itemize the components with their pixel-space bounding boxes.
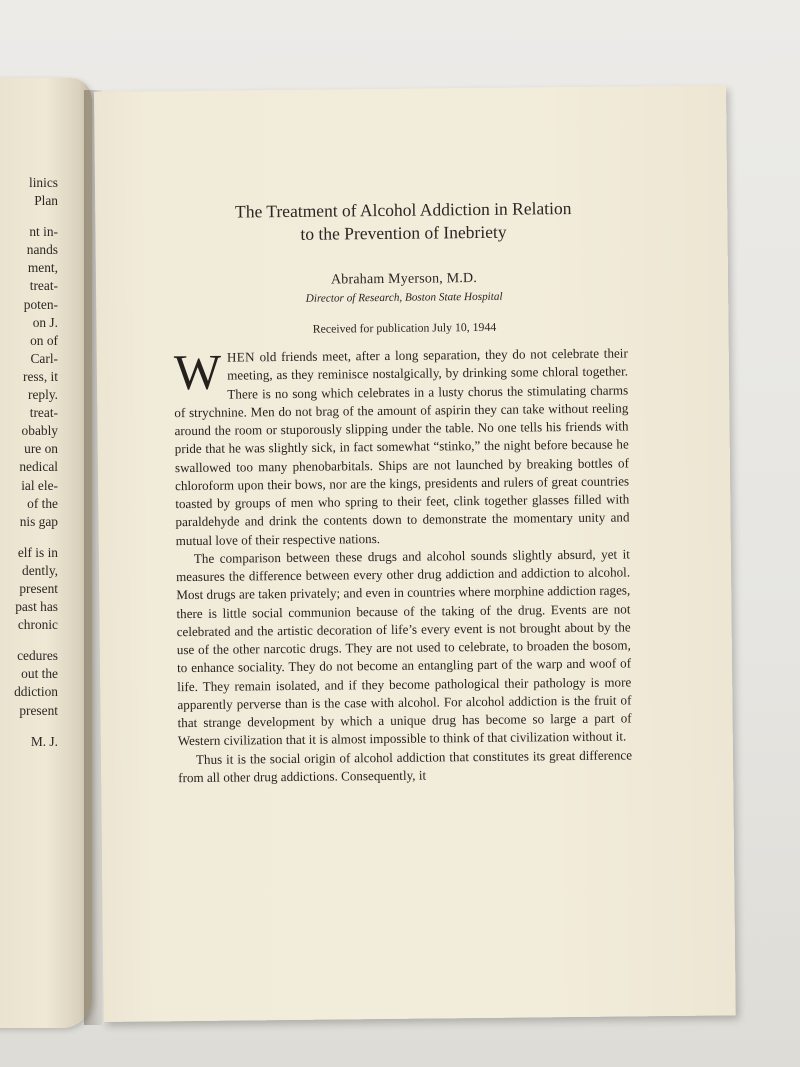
left-page-line: on of [30, 332, 58, 348]
left-page-line: M. J. [30, 733, 58, 749]
left-page-text [0, 174, 58, 751]
left-page-gap [0, 634, 58, 647]
title-line-2: to the Prevention of Inebriety [300, 221, 507, 244]
left-page-line: ial ele- [21, 477, 58, 493]
left-page-line: nands [26, 242, 58, 258]
left-page-line: linics [28, 175, 58, 190]
left-page-line: reply. [28, 387, 58, 403]
paragraph-1-text: old friends meet, after a long separation, they do not celebrate their meeting, as they reminisce nostalgically, by drinking some chloral together. There is no song which celebrates in a lusty chorus the stimulating charms of strychnine. Men do not brag of the amount of aspirin they can take without reeling around the room or stuporously slipping under the table. No one tells his friends with pride that he was slightly sick, in fact somewhat “stinko,” the night before because he swallowed too many phenobarbitals. Ships are not launched by breaking bottles of chloroform upon their bows, nor are the kings, presidents and rulers of great countries toasted by groups of men who spring to their feet, clink together glasses filled with paraldehyde and drink the contents down to demonstrate the momentary unity and mutual love of their respective nations. [174, 345, 630, 548]
paragraph-1-lead: HEN [226, 349, 255, 365]
left-page-line: nt in- [29, 224, 58, 240]
left-page-line: nedical [19, 459, 58, 475]
left-page-gap [0, 720, 58, 733]
article-body [174, 344, 633, 787]
paragraph-3: Thus it is the social origin of alcohol addiction that constitutes its great difference from all other drug addictions. Consequently, it [178, 746, 633, 785]
left-page-line: on J. [32, 314, 58, 330]
title-line-1: The Treatment of Alcohol Addiction in Relation [234, 198, 572, 222]
received-date: Received for publication July 10, 1944 [312, 319, 497, 336]
left-page-line: ress, it [23, 368, 58, 384]
left-page-line: Plan [34, 193, 58, 209]
left-page-line: Carl- [30, 350, 58, 366]
left-page-line: past has [15, 599, 58, 615]
left-page-gap [0, 210, 58, 223]
left-page-line: cedures [17, 648, 58, 664]
paragraph-1 [174, 344, 630, 549]
left-page-line: elf is in [17, 544, 58, 560]
left-page-line: treat- [29, 405, 58, 421]
left-page-line: ment, [27, 260, 58, 276]
left-page-line: chronic [17, 617, 58, 633]
left-page-line: ure on [24, 441, 58, 457]
paragraph-2: The comparison between these drugs and alcohol sounds slightly absurd, yet it measures the difference between every other drug addiction and addiction to alcohol. Most drugs are taken privately; and even in countries where morphine addiction rages, there is little social communion because of the taking of the drug. Events are not celebrated and the artistic decoration of life’s every event is not brought about by the use of the other narcotic drugs. They are not used to celebrate, to broaden the bosom, to enhance sociality. They do not become an entangling part of the warp and woof of life. They remain isolated, and if they become pathological their pathology is more apparently perverse than is the case with alcohol. For alcohol addiction is the fruit of that strange development by which a unique drug has become so large a part of Western civilization that it is almost impossible to think of that civilization without it. [176, 546, 632, 749]
left-page-line: present [19, 580, 58, 596]
article-page [94, 85, 736, 1022]
left-facing-page [0, 78, 92, 1028]
left-page-line: out the [21, 666, 58, 682]
left-page-line: present [19, 702, 58, 718]
left-page-line: treat- [29, 278, 58, 294]
left-page-line: ddiction [14, 684, 58, 700]
left-page-line: poten- [23, 296, 58, 312]
left-page-gap [0, 531, 58, 544]
article-title [193, 197, 613, 247]
left-page-line: obably [21, 423, 58, 439]
left-page-line: of the [27, 495, 58, 511]
left-page-line: nis gap [19, 513, 58, 529]
author-name: Abraham Myerson, M.D. [330, 270, 478, 288]
drop-cap: W [173, 343, 222, 401]
author-affiliation: Director of Research, Boston State Hospital [305, 290, 503, 305]
left-page-line: dently, [22, 562, 58, 578]
